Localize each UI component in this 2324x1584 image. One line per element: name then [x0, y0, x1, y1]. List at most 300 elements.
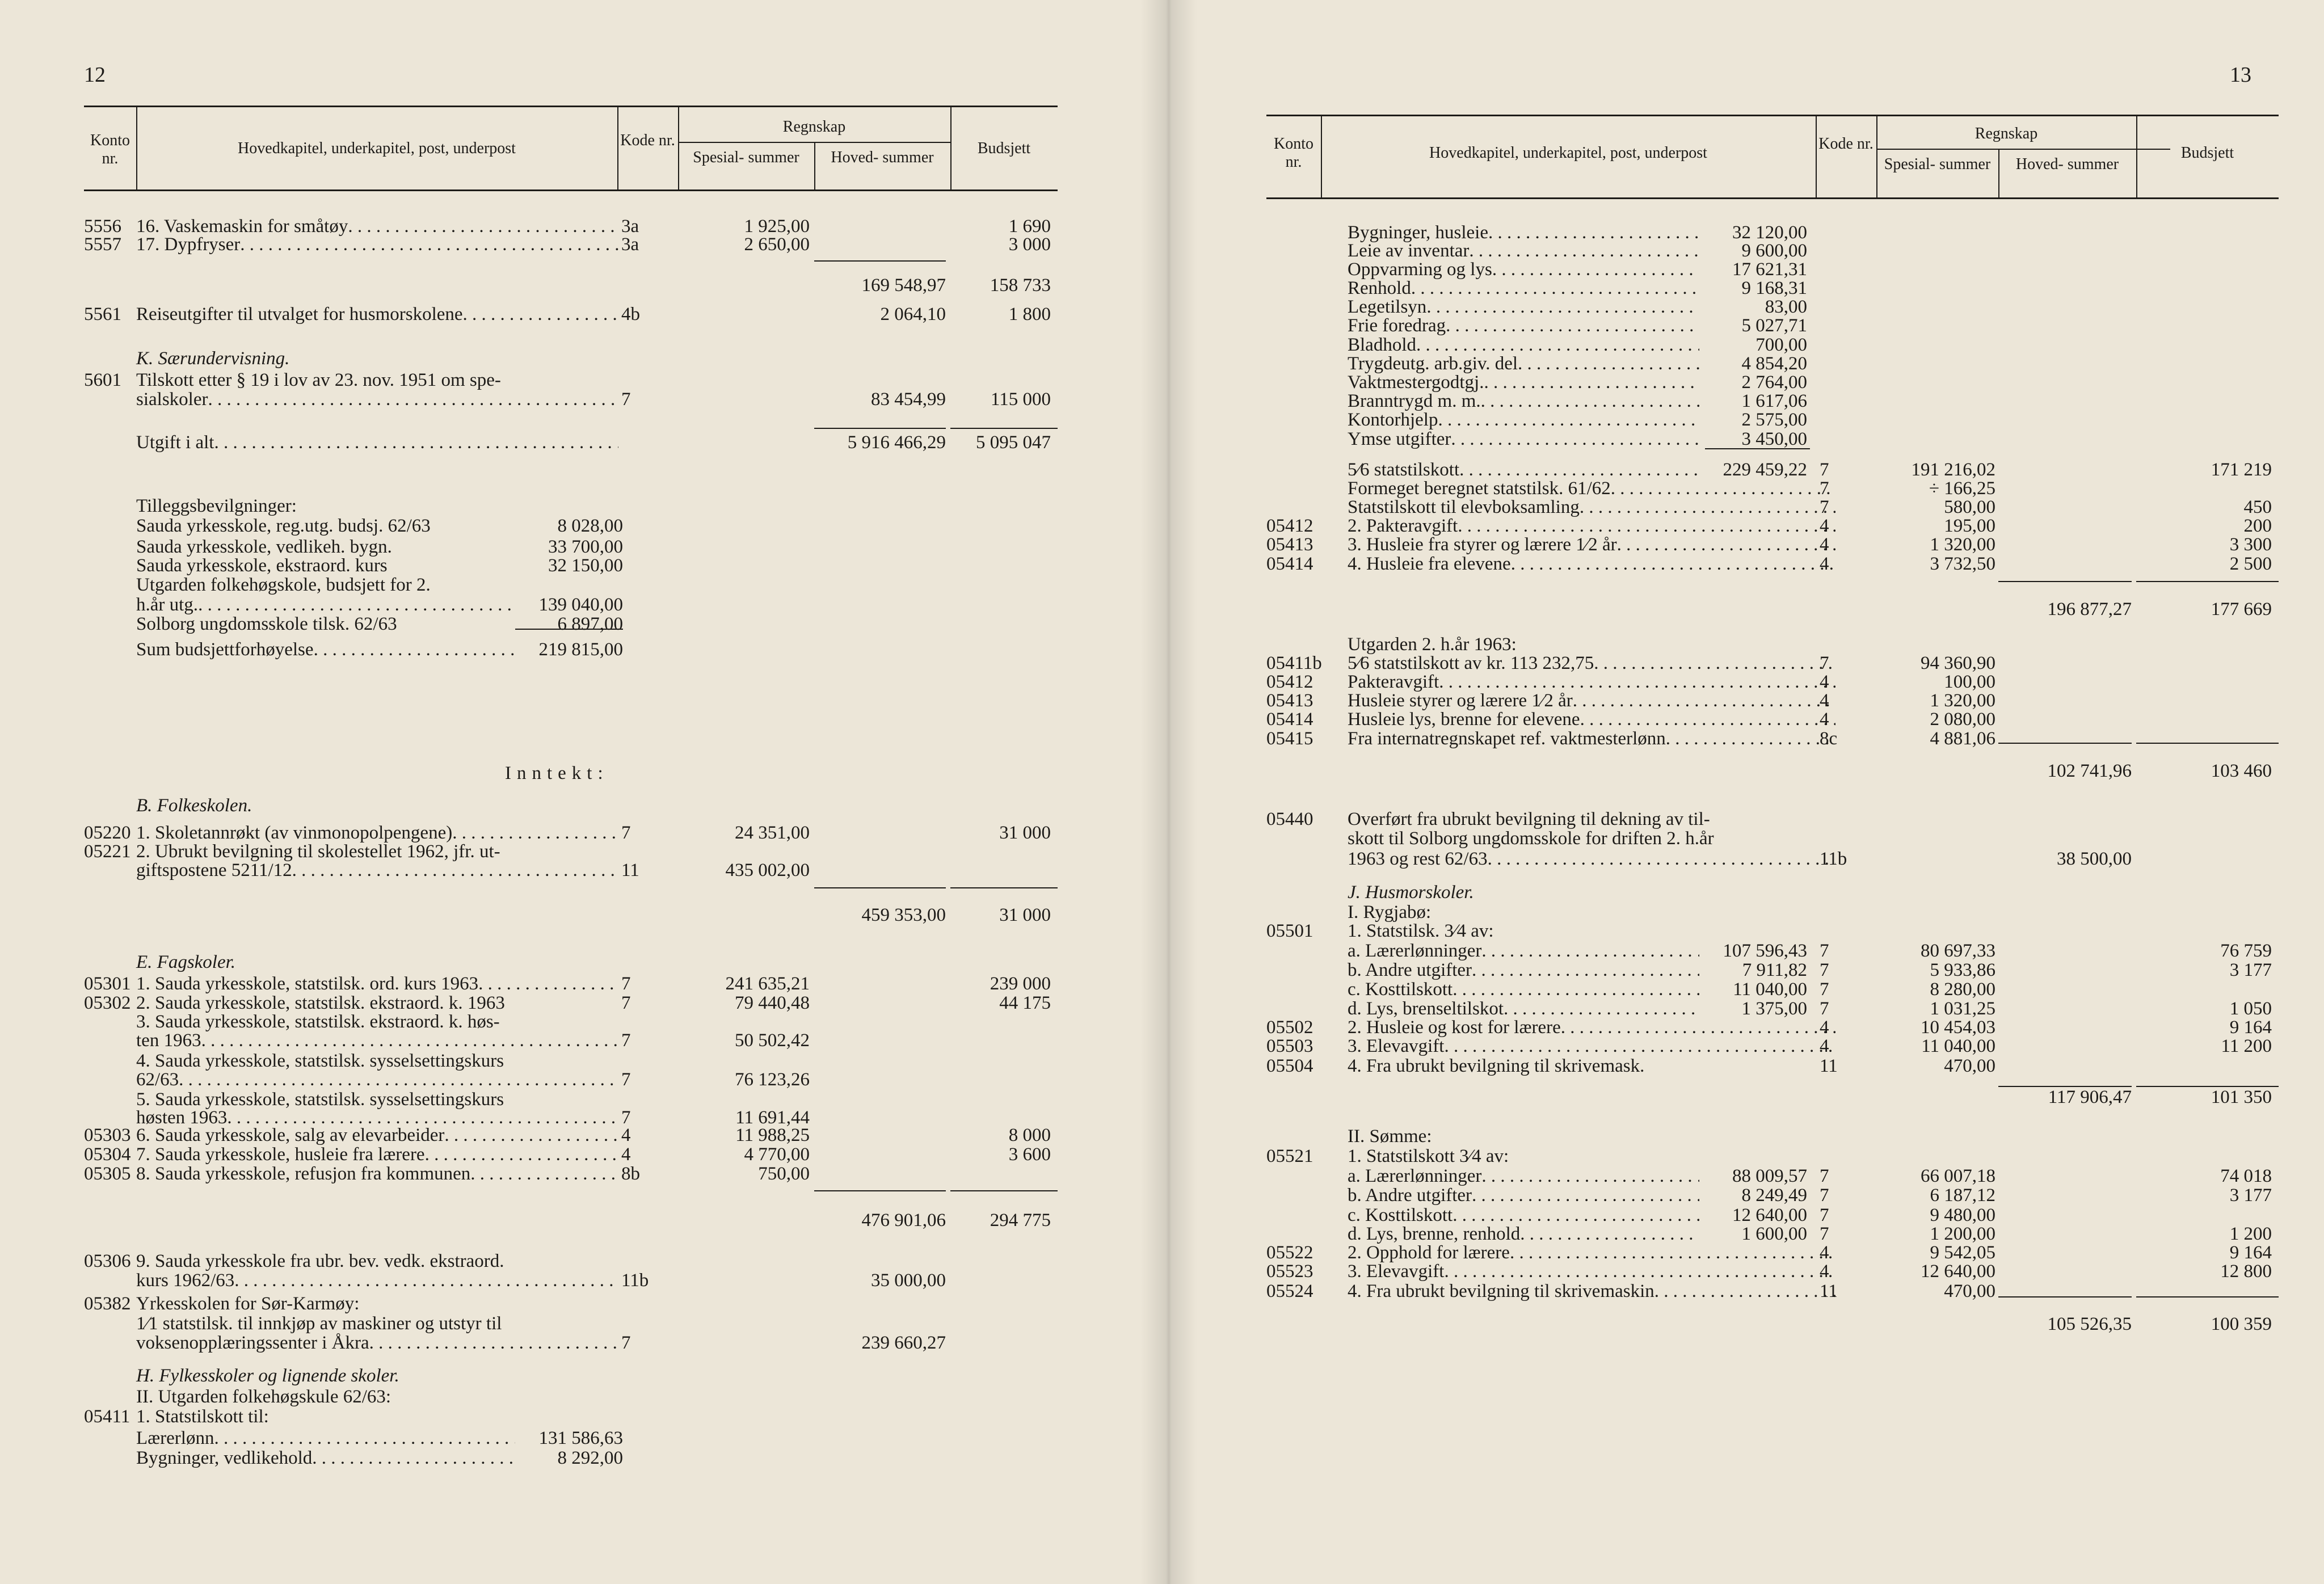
spesialsum-cell: 2 650,00	[744, 234, 810, 255]
spesialsum-cell: 470,00	[1944, 1056, 1995, 1076]
budsjett-cell: 3 000	[1008, 234, 1051, 255]
description-text: Renhold	[1348, 278, 1411, 298]
header-spesial: Spesial- summer	[693, 149, 799, 166]
kode-cell: 7	[1820, 1224, 1829, 1244]
konto-cell: 05304	[84, 1144, 131, 1165]
description-text: Reiseutgifter til utvalget for husmorskolene	[136, 304, 463, 325]
konto-cell: 05503	[1266, 1036, 1313, 1056]
inner-amount-cell: 3 450,00	[1741, 429, 1807, 449]
spesialsum-cell: ÷ 166,25	[1929, 478, 1995, 499]
header-spesial: Spesial- summer	[1884, 155, 1991, 173]
description-text: voksenopplæringssenter i Åkra	[136, 1333, 369, 1353]
hovedsum-cell: 5 916 466,29	[847, 432, 946, 453]
description-cell	[1348, 428, 1699, 450]
spesialsum-cell: 11 691,44	[735, 1107, 810, 1128]
sum-rule	[1998, 1086, 2132, 1087]
kode-cell: 4	[1820, 672, 1829, 692]
budsjett-cell: 239 000	[990, 974, 1051, 994]
header-budsjett: Budsjett	[977, 140, 1031, 157]
sum-rule	[950, 428, 1058, 429]
table-top-rule	[1266, 115, 2279, 116]
konto-cell: 5556	[84, 216, 121, 237]
spesialsum-cell: 11 040,00	[1921, 1036, 1995, 1056]
sum-rule	[1998, 743, 2132, 744]
description-text: 16. Vaskemaskin for småtøy	[136, 216, 348, 237]
description-text: Trygdeutg. arb.giv. del	[1348, 353, 1518, 374]
description-cell	[136, 794, 732, 817]
kode-cell: 4	[1820, 1036, 1829, 1056]
table-row	[0, 1269, 1169, 1292]
description-cell	[136, 1364, 732, 1387]
description-text: II. Utgarden folkehøgskule 62/63:	[136, 1387, 391, 1407]
description-text: 6. Sauda yrkesskole, salg av elevarbeider	[136, 1125, 445, 1145]
sum-rule	[814, 428, 946, 429]
budsjett-cell: 171 219	[2211, 460, 2272, 480]
description-text: a. Lærerlønninger	[1348, 1166, 1482, 1186]
budsjett-cell: 200	[2243, 516, 2272, 536]
konto-cell: 05504	[1266, 1056, 1313, 1076]
budsjett-cell: 1 050	[2229, 999, 2272, 1019]
description-text: 3. Sauda yrkesskole, statstilsk. ekstraord. k. høs-	[136, 1012, 500, 1032]
spesialsum-cell: 195,00	[1944, 516, 1995, 536]
description-text: K. Særundervisning.	[136, 348, 290, 369]
description-text: Branntrygd m. m.	[1348, 391, 1481, 411]
spesialsum-cell: 3 732,50	[1930, 554, 1995, 574]
kode-cell: 7	[1820, 1205, 1829, 1225]
hovedsum-cell: 117 906,47	[2048, 1087, 2132, 1107]
description-text: Utgift i alt	[136, 432, 214, 453]
kode-cell: 7	[621, 1107, 631, 1128]
table-row	[0, 762, 1169, 785]
hovedsum-cell: 38 500,00	[2057, 849, 2132, 869]
description-text: 62/63	[136, 1069, 179, 1090]
description-text: c. Kosttilskott	[1348, 1205, 1453, 1225]
inner-amount-cell: 131 586,63	[538, 1428, 623, 1448]
kode-cell: 7	[1820, 999, 1829, 1019]
konto-cell: 05412	[1266, 672, 1313, 692]
description-text: B. Folkeskolen.	[136, 795, 252, 816]
konto-cell: 05303	[84, 1125, 131, 1145]
description-text: Legetilsyn	[1348, 297, 1427, 317]
kode-cell: 7	[621, 823, 631, 843]
table-row	[1169, 598, 2324, 621]
table-row	[0, 1385, 1169, 1408]
inner-amount-cell: 32 150,00	[548, 555, 623, 576]
table-row	[1169, 920, 2324, 942]
description-cell	[136, 1385, 732, 1408]
description-cell	[1348, 1145, 1949, 1168]
kode-cell: 8c	[1820, 728, 1838, 749]
table-row	[1169, 1055, 2324, 1077]
table-row	[0, 1162, 1169, 1185]
description-text: Lærerlønn	[136, 1428, 214, 1448]
description-text: Frie foredrag	[1348, 315, 1446, 336]
header-divider	[1816, 115, 1817, 197]
inner-amount-cell: 12 640,00	[1732, 1205, 1807, 1225]
spesialsum-cell: 76 123,26	[735, 1069, 810, 1090]
description-text: Bladhold	[1348, 335, 1416, 355]
table-row	[0, 613, 1169, 635]
hovedsum-cell: 102 741,96	[2047, 761, 2132, 781]
inner-amount-cell: 8 292,00	[557, 1448, 623, 1468]
table-row	[1169, 428, 2324, 450]
description-text: Tilleggsbevilgninger:	[136, 496, 297, 516]
description-cell	[136, 1162, 618, 1185]
spesialsum-cell: 4 881,06	[1930, 728, 1995, 749]
description-text: 1⁄1 statstilsk. til innkjøp av maskiner og utstyr til	[136, 1313, 502, 1334]
description-text: 3. Elevavgift	[1348, 1036, 1445, 1056]
table-row	[1169, 848, 2324, 870]
table-row	[1169, 727, 2324, 750]
spesialsum-cell: 241 635,21	[725, 974, 810, 994]
budsjett-cell: 31 000	[999, 823, 1051, 843]
description-cell	[136, 1447, 515, 1469]
description-text: 1. Statstilskott til:	[136, 1406, 269, 1427]
table-row	[0, 303, 1169, 326]
sum-rule	[1998, 1296, 2132, 1297]
description-text: 4. Husleie fra elevene	[1348, 554, 1511, 574]
hovedsum-cell: 169 548,97	[861, 275, 946, 296]
kode-cell: 4	[1820, 554, 1829, 574]
budsjett-cell: 12 800	[2220, 1261, 2272, 1282]
spesialsum-cell: 100,00	[1944, 672, 1995, 692]
spesialsum-cell: 50 502,42	[735, 1030, 810, 1051]
inner-amount-cell: 33 700,00	[548, 537, 623, 557]
header-hoved: Hoved- summer	[831, 149, 934, 166]
konto-cell: 05301	[84, 974, 131, 994]
table-row	[0, 1029, 1169, 1052]
description-text: Formeget beregnet statstilsk. 61/62	[1348, 478, 1611, 499]
konto-cell: 05502	[1266, 1017, 1313, 1038]
table-row	[1169, 760, 2324, 782]
description-text: 1. Skoletannrøkt (av vinmonopolpengene)	[136, 823, 453, 843]
description-text: d. Lys, brenseltilskot	[1348, 999, 1504, 1019]
table-row	[0, 638, 1169, 661]
table-top-rule	[84, 106, 1058, 107]
description-text: a. Lærerlønninger	[1348, 941, 1482, 961]
description-text: 4. Fra ubrukt bevilgning til skrivemask.	[1348, 1056, 1645, 1076]
description-text: h.år utg.	[136, 595, 199, 615]
spesialsum-cell: 12 640,00	[1921, 1261, 1995, 1282]
header-kode: Kode nr.	[1818, 135, 1873, 153]
kode-cell: 7	[1820, 941, 1829, 961]
description-cell	[1348, 920, 1949, 942]
spesialsum-cell: 9 542,05	[1930, 1242, 1995, 1263]
budsjett-cell: 1 690	[1008, 216, 1051, 237]
spesialsum-cell: 191 216,02	[1911, 460, 1995, 480]
budsjett-cell: 76 759	[2220, 941, 2272, 961]
konto-cell: 05302	[84, 993, 131, 1013]
regnskap-divider	[1876, 149, 2170, 150]
description-cell	[136, 347, 732, 370]
table-row	[1169, 1280, 2324, 1303]
spesialsum-cell: 2 080,00	[1930, 709, 1995, 730]
description-text: 2. Sauda yrkesskole, statstilsk. ekstraord. k. 1963	[136, 993, 505, 1013]
inner-amount-cell: 2 764,00	[1741, 372, 1807, 393]
konto-cell: 05414	[1266, 709, 1313, 730]
spesialsum-cell: 66 007,18	[1921, 1166, 1995, 1186]
konto-cell: 05415	[1266, 728, 1313, 749]
konto-cell: 05522	[1266, 1242, 1313, 1263]
budsjett-cell: 44 175	[999, 993, 1051, 1013]
spesialsum-cell: 1 031,25	[1930, 999, 1995, 1019]
inner-amount-cell: 229 459,22	[1723, 460, 1807, 480]
konto-cell: 05306	[84, 1251, 131, 1271]
konto-cell: 05521	[1266, 1146, 1313, 1166]
inner-amount-cell: 8 249,49	[1741, 1185, 1807, 1206]
table-row	[0, 1427, 1169, 1450]
konto-cell: 5601	[84, 370, 121, 390]
description-text: 9. Sauda yrkesskole fra ubr. bev. vedk. ekstraord.	[136, 1251, 504, 1271]
budsjett-cell: 2 500	[2229, 554, 2272, 574]
description-text: b. Andre utgifter	[1348, 1185, 1472, 1206]
header-konto: Konto nr.	[1274, 135, 1313, 171]
description-text: E. Fagskoler.	[136, 952, 236, 972]
table-row	[0, 388, 1169, 411]
description-cell	[1348, 1035, 1835, 1058]
table-row	[0, 347, 1169, 370]
description-text: 5⁄6 statstilskott	[1348, 460, 1460, 480]
konto-cell: 5561	[84, 304, 121, 325]
konto-cell: 05440	[1266, 809, 1313, 829]
table-row	[0, 794, 1169, 817]
budsjett-cell: 3 300	[2229, 534, 2272, 555]
table-row	[0, 515, 1169, 537]
description-text: 3. Husleie fra styrer og lærere 1⁄2 år	[1348, 534, 1617, 555]
spesialsum-cell: 10 454,03	[1921, 1017, 1995, 1038]
kode-cell: 4	[1820, 534, 1829, 555]
description-cell	[136, 951, 732, 974]
spesialsum-cell: 8 280,00	[1930, 979, 1995, 1000]
konto-cell: 05382	[84, 1294, 131, 1314]
hovedsum-cell: 476 901,06	[861, 1210, 946, 1231]
spesialsum-cell: 750,00	[758, 1164, 810, 1184]
description-cell	[136, 388, 618, 411]
description-cell	[136, 303, 618, 326]
table-row	[0, 1447, 1169, 1469]
header-hoved: Hoved- summer	[2015, 155, 2119, 173]
budsjett-cell: 100 359	[2211, 1314, 2272, 1334]
hovedsum-cell: 2 064,10	[880, 304, 946, 325]
sum-rule	[1998, 581, 2132, 582]
inner-amount-cell: 1 617,06	[1741, 391, 1807, 411]
table-row	[0, 431, 1169, 454]
table-row	[0, 495, 1169, 517]
description-text: Sauda yrkesskole, reg.utg. budsj. 62/63	[136, 516, 431, 536]
description-text: J. Husmorskoler.	[1348, 882, 1474, 903]
description-text: 1. Statstilsk. 3⁄4 av:	[1348, 921, 1494, 941]
description-cell	[136, 431, 618, 454]
konto-cell: 05305	[84, 1164, 131, 1184]
konto-cell: 05414	[1266, 554, 1313, 574]
table-row	[0, 859, 1169, 882]
budsjett-cell: 450	[2243, 497, 2272, 517]
description-text: II. Sømme:	[1348, 1126, 1432, 1147]
spesialsum-cell: 1 200,00	[1930, 1224, 1995, 1244]
inner-amount-cell: 9 168,31	[1741, 278, 1807, 298]
description-text: c. Kosttilskott	[1348, 979, 1453, 1000]
konto-cell: 05501	[1266, 921, 1313, 941]
kode-cell: 7	[1820, 1185, 1829, 1206]
description-text: Kontorhjelp	[1348, 410, 1438, 430]
table-row	[1169, 1086, 2324, 1109]
description-text: Statstilskott til elevboksamling	[1348, 497, 1580, 517]
kode-cell: 7	[1820, 460, 1829, 480]
description-cell	[1348, 727, 1835, 750]
description-cell	[136, 1068, 618, 1091]
description-cell	[1348, 1260, 1835, 1283]
inner-amount-cell: 6 897,00	[557, 614, 623, 634]
header-konto: Konto nr.	[90, 132, 130, 167]
kode-cell: 4	[1820, 1261, 1829, 1282]
hovedsum-cell: 196 877,27	[2047, 599, 2132, 620]
sum-rule	[515, 629, 623, 630]
description-text: Bygninger, husleie	[1348, 222, 1488, 243]
budsjett-cell: 101 350	[2211, 1087, 2272, 1107]
konto-cell: 05413	[1266, 690, 1313, 711]
description-cell	[136, 233, 618, 256]
page-number: 12	[84, 63, 106, 87]
kode-cell: 11b	[621, 1270, 649, 1291]
header-regnskap: Regnskap	[782, 118, 846, 136]
budsjett-cell: 74 018	[2220, 1166, 2272, 1186]
inner-amount-cell: 7 911,82	[1742, 960, 1807, 980]
kode-cell: 7	[621, 993, 631, 1013]
kode-cell: 4	[621, 1144, 631, 1165]
table-row	[0, 574, 1169, 596]
spesialsum-cell: 6 187,12	[1930, 1185, 1995, 1206]
kode-cell: 3a	[621, 234, 639, 255]
description-cell	[136, 638, 515, 661]
description-cell	[1348, 553, 1835, 575]
budsjett-cell: 3 177	[2229, 960, 2272, 980]
description-text: 2. Pakteravgift	[1348, 516, 1458, 536]
description-text: Oppvarming og lys	[1348, 259, 1492, 280]
budsjett-cell: 3 600	[1008, 1144, 1051, 1165]
hovedsum-cell: 35 000,00	[871, 1270, 946, 1291]
kode-cell: 7	[621, 389, 631, 410]
konto-cell: 05413	[1266, 534, 1313, 555]
table-row	[1169, 1035, 2324, 1058]
description-cell	[1348, 1125, 1949, 1148]
description-text: b. Andre utgifter	[1348, 960, 1472, 980]
inner-amount-cell: 88 009,57	[1732, 1166, 1807, 1186]
spesialsum-cell: 80 697,33	[1921, 941, 1995, 961]
budsjett-cell: 1 800	[1008, 304, 1051, 325]
sum-rule	[2136, 1086, 2279, 1087]
table-row	[1169, 1125, 2324, 1148]
description-text: 2. Opphold for lærere	[1348, 1242, 1510, 1263]
header-kode: Kode nr.	[620, 132, 675, 149]
sum-rule	[1705, 448, 1810, 449]
description-cell	[136, 1269, 618, 1292]
description-text: Leie av inventar	[1348, 241, 1470, 261]
description-text: Yrkesskolen for Sør-Karmøy:	[136, 1294, 360, 1314]
description-text: 17. Dypfryser	[136, 234, 241, 255]
description-text: 4. Sauda yrkesskole, statstilsk. sysselsettingskurs	[136, 1051, 504, 1071]
table-header-rule	[84, 189, 1058, 191]
sum-rule	[950, 1190, 1058, 1191]
inner-amount-cell: 8 028,00	[557, 516, 623, 536]
kode-cell: 11	[621, 860, 639, 881]
konto-cell: 05524	[1266, 1281, 1313, 1301]
table-header-rule	[1266, 197, 2279, 199]
inner-amount-cell: 1 375,00	[1741, 999, 1807, 1019]
kode-cell: 8b	[621, 1164, 640, 1184]
description-text: I. Rygjabø:	[1348, 902, 1432, 922]
description-text: Solborg ungdomsskole tilsk. 62/63	[136, 614, 397, 634]
description-text: Vaktmestergodtgj.	[1348, 372, 1484, 393]
budsjett-cell: 177 669	[2211, 599, 2272, 620]
konto-cell: 05411b	[1266, 653, 1322, 673]
description-text: Utgarden 2. h.år 1963:	[1348, 634, 1517, 655]
description-text: H. Fylkesskoler og lignende skoler.	[136, 1366, 399, 1386]
konto-cell: 5557	[84, 234, 121, 255]
hovedsum-cell: 239 660,27	[861, 1333, 946, 1353]
description-cell	[136, 574, 732, 596]
inner-amount-cell: 700,00	[1755, 335, 1807, 355]
inner-amount-cell: 32 120,00	[1732, 222, 1807, 243]
kode-cell: 7	[621, 1069, 631, 1090]
description-cell	[505, 762, 1101, 785]
description-cell	[136, 1332, 618, 1354]
inner-amount-cell: 2 575,00	[1741, 410, 1807, 430]
table-row	[1169, 1313, 2324, 1336]
description-text: Ymse utgifter	[1348, 429, 1451, 449]
header-budsjett: Budsjett	[2180, 144, 2234, 162]
budsjett-cell: 8 000	[1008, 1125, 1051, 1145]
sum-rule	[2136, 581, 2279, 582]
description-text: Overført fra ubrukt bevilgning til dekning av til-	[1348, 809, 1710, 829]
description-text: 2. Husleie og kost for lærere	[1348, 1017, 1561, 1038]
inner-amount-cell: 1 600,00	[1741, 1224, 1807, 1244]
spesialsum-cell: 1 320,00	[1930, 534, 1995, 555]
spesialsum-cell: 9 480,00	[1930, 1205, 1995, 1225]
inner-amount-cell: 139 040,00	[538, 595, 623, 615]
description-text: 5⁄6 statstilskott av kr. 113 232,75	[1348, 653, 1594, 673]
description-cell	[136, 859, 618, 882]
spesialsum-cell: 435 002,00	[725, 860, 810, 881]
budsjett-cell: 103 460	[2211, 761, 2272, 781]
description-text: d. Lys, brenne, renhold	[1348, 1224, 1521, 1244]
kode-cell: 4	[1820, 1017, 1829, 1038]
table-row	[1169, 553, 2324, 575]
inner-amount-cell: 219 815,00	[538, 639, 623, 660]
sum-rule	[814, 260, 946, 262]
table-row	[0, 1209, 1169, 1232]
budsjett-cell: 5 095 047	[976, 432, 1051, 453]
description-text: høsten 1963	[136, 1107, 228, 1128]
header-regnskap: Regnskap	[1974, 125, 2038, 142]
budsjett-cell: 294 775	[990, 1210, 1051, 1231]
table-row	[0, 274, 1169, 297]
description-text: giftspostene 5211/12	[136, 860, 292, 881]
table-row	[1169, 1260, 2324, 1283]
budsjett-cell: 9 164	[2229, 1242, 2272, 1263]
header-hovedkapitel: Hovedkapitel, underkapitel, post, underpost	[238, 140, 516, 157]
inner-amount-cell: 5 027,71	[1741, 315, 1807, 336]
budsjett-cell: 158 733	[990, 275, 1051, 296]
table-row	[0, 1405, 1169, 1428]
table-row	[0, 1364, 1169, 1387]
spesialsum-cell: 11 988,25	[735, 1125, 810, 1145]
kode-cell: 7	[1820, 1166, 1829, 1186]
description-cell	[1348, 827, 1949, 850]
description-cell	[1348, 1184, 1699, 1207]
spesialsum-cell: 79 440,48	[735, 993, 810, 1013]
inner-amount-cell: 9 600,00	[1741, 241, 1807, 261]
description-cell	[1348, 881, 1949, 904]
